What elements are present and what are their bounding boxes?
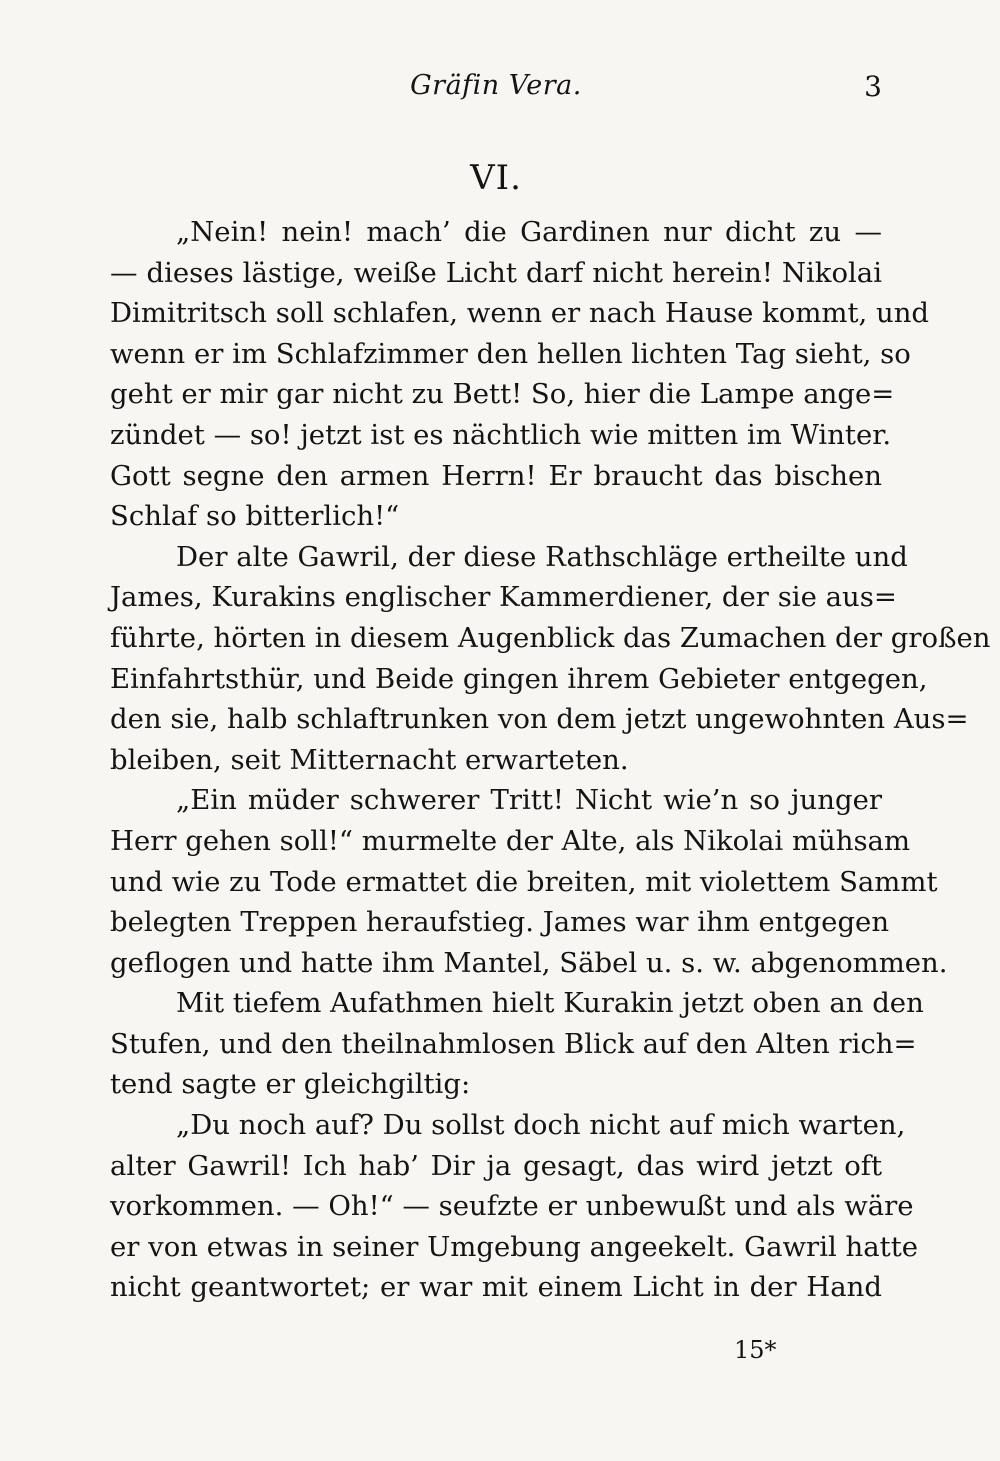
book-page (110, 70, 991, 1308)
text-line: Gott segne den armen Herrn! Er braucht das bischen (110, 459, 882, 492)
text-line: nicht geantwortet; er war mit einem Licht in der Hand (110, 1271, 882, 1304)
text-line: James, Kurakins englischer Kammerdiener, der sie aus= (110, 581, 897, 614)
text-body (110, 212, 991, 1308)
text-line: geht er mir gar nicht zu Bett! So, hier die Lampe ange= (110, 378, 895, 411)
text-line: den sie, halb schlaftrunken von dem jetzt ungewohnten Aus= (110, 703, 969, 736)
paragraph (110, 212, 930, 537)
text-line: Schlaf so bitterlich!“ (110, 500, 400, 533)
chapter-heading: VI. (470, 158, 522, 198)
running-title: Gräfin Vera. (410, 70, 582, 101)
text-line: Einfahrtsthür, und Beide gingen ihrem Gebieter entgegen, (110, 662, 928, 695)
page-header (110, 70, 882, 116)
text-line: Stufen, und den theilnahmlosen Blick auf den Alten rich= (110, 1027, 917, 1060)
text-line: Der alte Gawril, der diese Rathschläge ertheilte und (176, 540, 908, 573)
text-line: alter Gawril! Ich hab’ Dir ja gesagt, das wird jetzt oft (110, 1149, 882, 1182)
text-line: er von etwas in seiner Umgebung angeekelt. Gawril hatte (110, 1230, 919, 1263)
text-line: führte, hörten in diesem Augenblick das Zumachen der großen (110, 621, 991, 654)
text-line: und wie zu Tode ermattet die breiten, mit violettem Sammt (110, 865, 938, 898)
signature-mark: 15* (734, 1336, 777, 1364)
text-line: — dieses lästige, weiße Licht darf nicht herein! Nikolai (110, 256, 882, 289)
text-line: belegten Treppen heraufstieg. James war ihm entgegen (110, 906, 890, 939)
text-line: wenn er im Schlafzimmer den hellen lichten Tag sieht, so (110, 337, 911, 370)
text-line: tend sagte er gleichgiltig: (110, 1068, 471, 1101)
text-line: zündet — so! jetzt ist es nächtlich wie mitten im Winter. (110, 418, 892, 451)
page-number: 3 (864, 70, 882, 103)
text-line: Mit tiefem Aufathmen hielt Kurakin jetzt oben an den (176, 987, 924, 1020)
text-line: Dimitritsch soll schlafen, wenn er nach Hause kommt, und (110, 297, 930, 330)
paragraph (110, 1105, 919, 1308)
text-line: „Ein müder schwerer Tritt! Nicht wie’n so junger (176, 784, 882, 817)
text-line: „Nein! nein! mach’ die Gardinen nur dicht zu — (176, 216, 882, 248)
text-line: „Du noch auf? Du sollst doch nicht auf mich warten, (176, 1109, 906, 1142)
text-line: Herr gehen soll!“ murmelte der Alte, als Nikolai mühsam (110, 824, 911, 857)
text-line: bleiben, seit Mitternacht erwarteten. (110, 743, 629, 776)
paragraph (110, 780, 948, 983)
paragraph (110, 983, 924, 1105)
text-line: geflogen und hatte ihm Mantel, Säbel u. s. w. abgenommen. (110, 946, 948, 979)
text-line: vorkommen. — Oh!“ — seufzte er unbewußt und als wäre (110, 1190, 914, 1223)
paragraph (110, 537, 991, 781)
